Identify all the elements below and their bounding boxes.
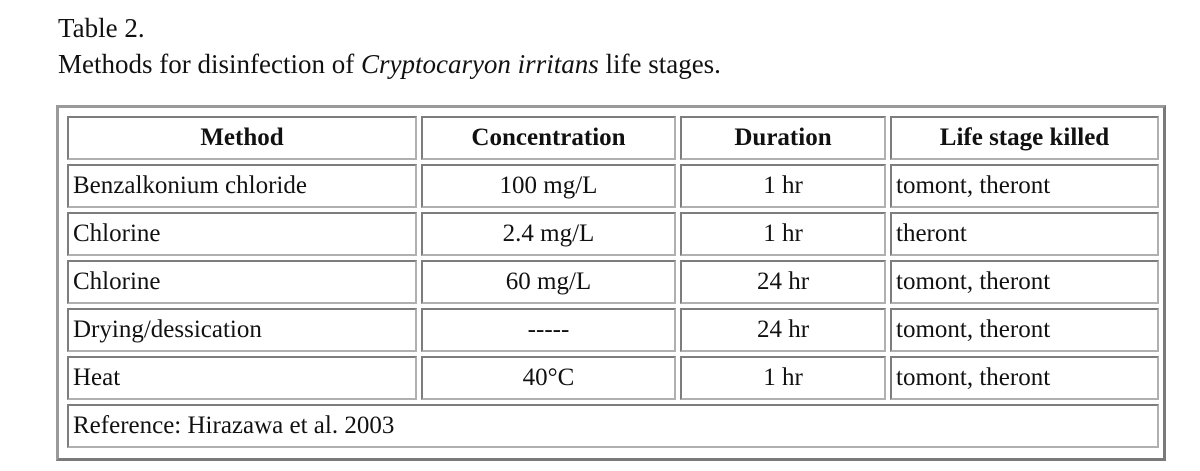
cell-concentration: 60 mg/L: [421, 260, 676, 304]
header-life-stage-killed: Life stage killed: [890, 116, 1159, 160]
cell-life-stage: tomont, theront: [890, 308, 1159, 352]
cell-concentration: 2.4 mg/L: [421, 212, 676, 256]
table-footer-row: [67, 404, 1159, 448]
disinfection-methods-table: [63, 112, 1163, 452]
cell-life-stage: tomont, theront: [890, 164, 1159, 208]
table-title: [58, 46, 721, 82]
table-header-row: [67, 116, 1159, 160]
cell-life-stage: tomont, theront: [890, 260, 1159, 304]
cell-method: Benzalkonium chloride: [67, 164, 417, 208]
cell-method: Heat: [67, 356, 417, 400]
table-row: [67, 308, 1159, 352]
header-duration: Duration: [680, 116, 886, 160]
cell-duration: 1 hr: [680, 212, 886, 256]
header-concentration: Concentration: [421, 116, 676, 160]
table-reference: Reference: Hirazawa et al. 2003: [67, 404, 1159, 448]
table-row: [67, 356, 1159, 400]
header-method: Method: [67, 116, 417, 160]
cell-method: Drying/dessication: [67, 308, 417, 352]
cell-duration: 1 hr: [680, 356, 886, 400]
cell-method: Chlorine: [67, 212, 417, 256]
table-label: Table 2.: [58, 13, 145, 43]
cell-duration: 24 hr: [680, 308, 886, 352]
cell-duration: 24 hr: [680, 260, 886, 304]
table-frame: [56, 105, 1166, 461]
cell-method: Chlorine: [67, 260, 417, 304]
cell-concentration: 100 mg/L: [421, 164, 676, 208]
cell-duration: 1 hr: [680, 164, 886, 208]
table-caption: [58, 10, 721, 82]
table-title-species: Cryptocaryon irritans: [360, 49, 599, 79]
table-title-start: Methods for disinfection of: [58, 49, 361, 79]
cell-life-stage: tomont, theront: [890, 356, 1159, 400]
table-title-end: life stages.: [598, 49, 721, 79]
cell-concentration: 40°C: [421, 356, 676, 400]
cell-concentration: -----: [421, 308, 676, 352]
table-row: [67, 260, 1159, 304]
cell-life-stage: theront: [890, 212, 1159, 256]
table-row: [67, 164, 1159, 208]
table-row: [67, 212, 1159, 256]
